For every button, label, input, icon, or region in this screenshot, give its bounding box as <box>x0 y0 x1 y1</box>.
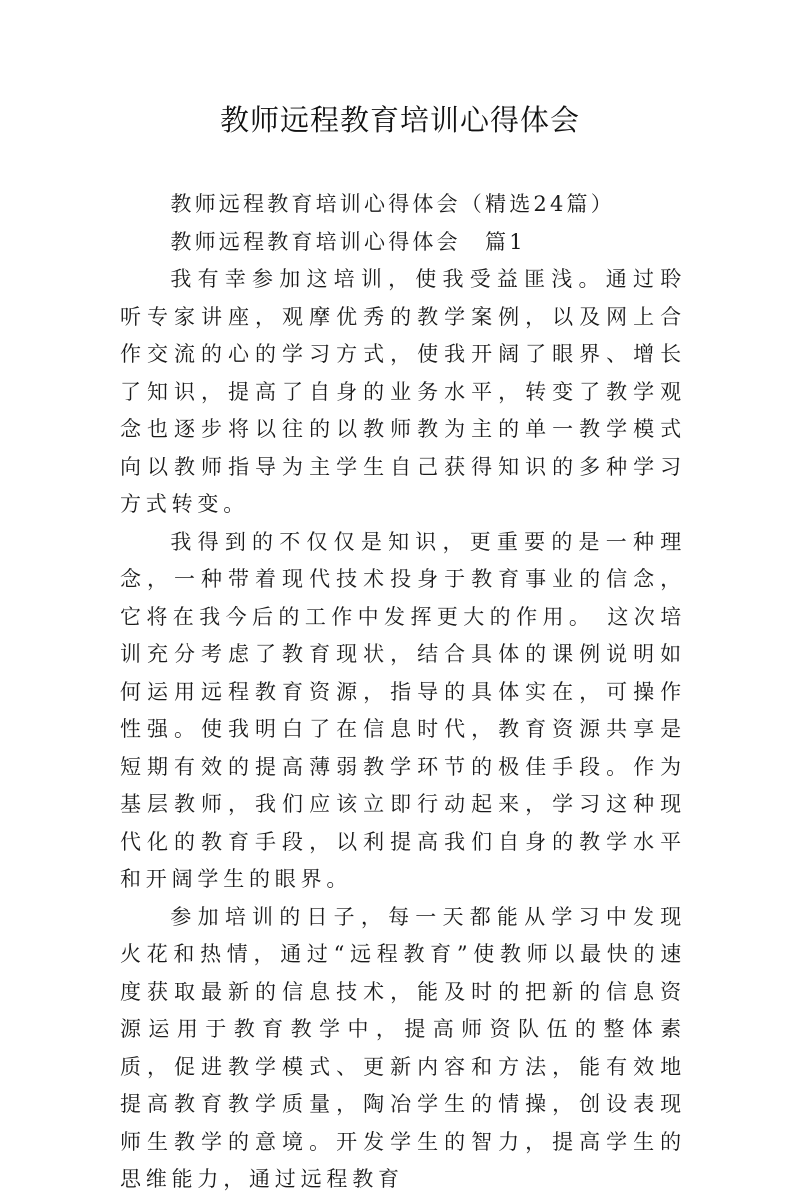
paragraph: 我有幸参加这培训，使我受益匪浅。通过聆听专家讲座，观摩优秀的教学案例，以及网上合作交流的心的学习方式，使我开阔了眼界、增长了知识，提高了自身的业务水平，转变了教学观念也逐步将以往的以教师教为主的单一教学模式向以教师指导为主学生自己获得知识的多种学习方式转变。 <box>120 267 686 516</box>
paragraph: 我得到的不仅仅是知识，更重要的是一种理念，一种带着现代技术投身于教育事业的信念，它将在我今后的工作中发挥更大的作用。 这次培训充分考虑了教育现状，结合具体的课例说明如何运用远程教育资源，指导的具体实在，可操作性强。使我明白了在信息时代，教育资源共享是短期有效的提高薄弱教学环节的极佳手段。作为基层教师，我们应该立即行动起来，学习这种现代化的教育手段，以利提高我们自身的教学水平和开阔学生的眼界。 <box>120 529 686 891</box>
document-body <box>120 186 686 1199</box>
section-heading: 教师远程教育培训心得体会 篇1 <box>170 229 526 254</box>
document-subtitle: 教师远程教育培训心得体会（精选24篇） <box>170 192 615 216</box>
paragraph: 参加培训的日子，每一天都能从学习中发现火花和热情，通过“远程教育”使教师以最快的速度获取最新的信息技术，能及时的把新的信息资源运用于教育教学中，提高师资队伍的整体素质，促进教学模式、更新内容和方法，能有效地提高教育教学质量，陶冶学生的情操，创设表现师生教学的意境。开发学生的智力，提高学生的思维能力，通过远程教育 <box>120 904 686 1191</box>
document-title: 教师远程教育培训心得体会 <box>219 103 580 137</box>
